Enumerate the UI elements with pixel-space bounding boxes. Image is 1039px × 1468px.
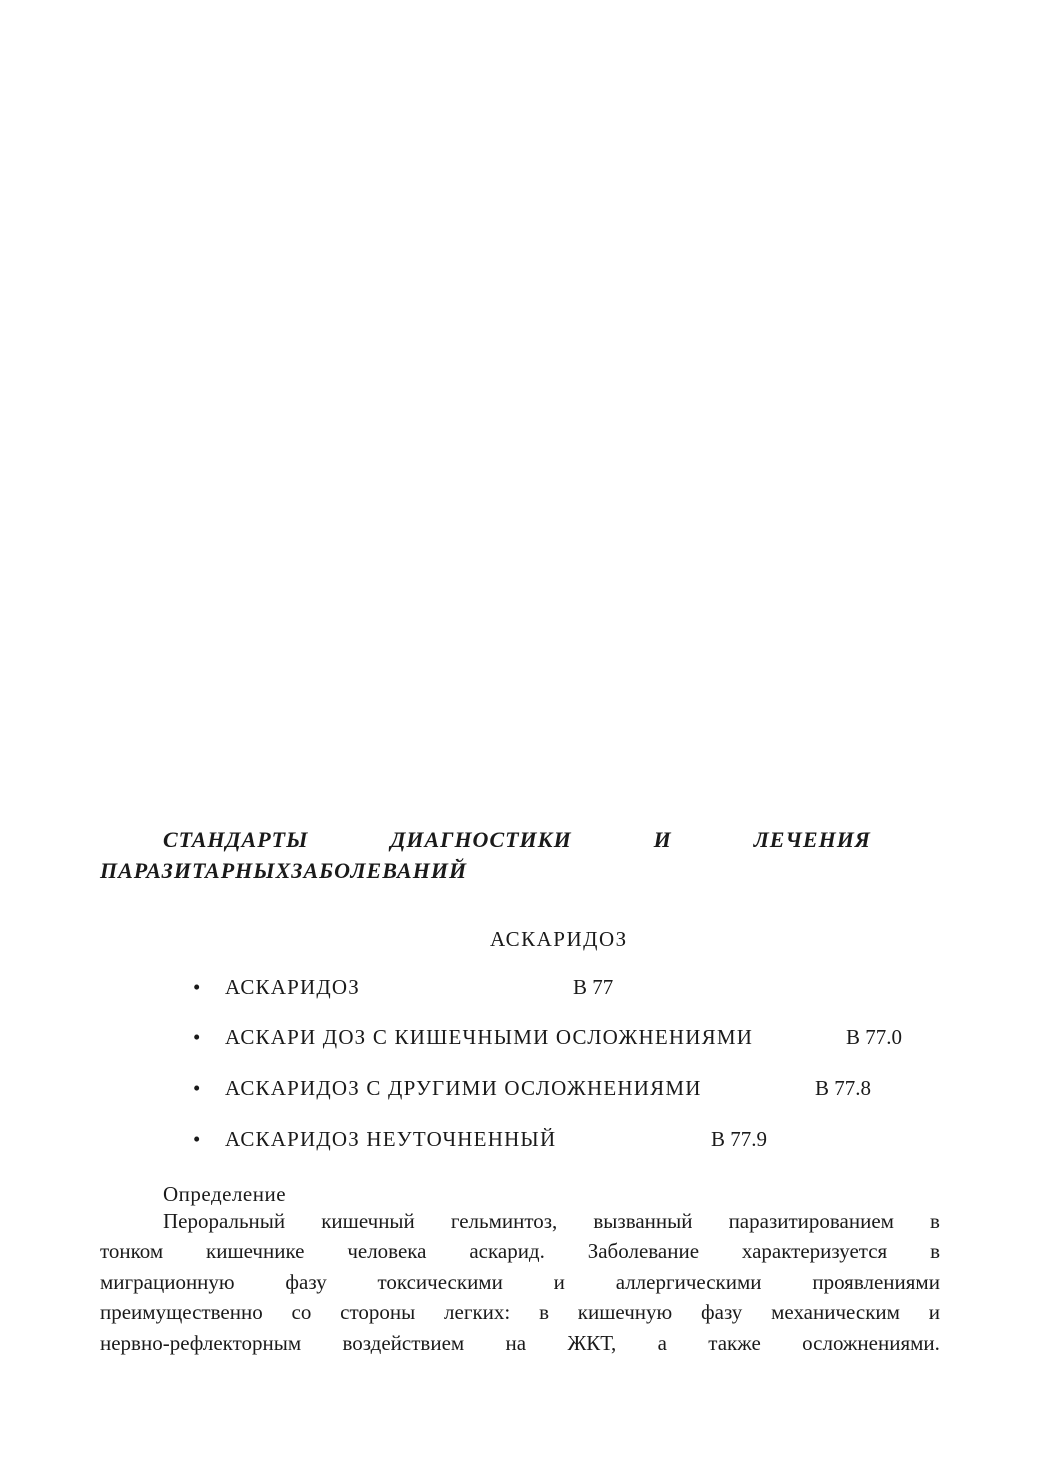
paragraph-word: гельминтоз, [450,1209,558,1233]
paragraph-word: аллергическими [615,1270,762,1294]
paragraph-word: токсическими [377,1270,503,1294]
paragraph-word: механическим [771,1300,900,1324]
diagnosis-name: АСКАРИ ДОЗ С КИШЕЧНЫМИ ОСЛОЖНЕНИЯМИ [225,1025,754,1049]
bullet-icon: • [193,1076,202,1100]
diagnosis-code: В 77.8 [815,1076,872,1100]
paragraph-word: фазу [285,1270,327,1294]
paragraph-word: вызванный [593,1209,693,1233]
bullet-icon: • [193,1127,202,1151]
paragraph-word: в [930,1209,940,1233]
title-word: И [653,827,672,852]
paragraph-word: фазу [701,1300,743,1324]
diagnosis-name: АСКАРИДОЗ НЕУТОЧНЕННЫЙ [225,1127,557,1151]
section-heading: АСКАРИДОЗ [490,927,628,951]
paragraph-word: кишечный [321,1209,415,1233]
paragraph-word: воздействием [342,1331,465,1355]
paragraph-word: стороны [340,1300,416,1324]
diagnosis-code: В 77.9 [711,1127,768,1151]
diagnosis-list-item [193,1074,872,1102]
paragraph-word: ЖКТ, [567,1331,617,1355]
paragraph-word: на [505,1331,527,1355]
paragraph-word: Пероральный [163,1209,286,1233]
paragraph-word: кишечную [577,1300,673,1324]
paragraph-word: преимущественно [100,1300,263,1324]
title-word: ДИАГНОСТИКИ [390,827,572,852]
diagnosis-code: В 77 [573,975,614,999]
document-title-line-1 [163,826,871,854]
paragraph-word: паразитированием [728,1209,894,1233]
definition-label: Определение [163,1182,287,1206]
paragraph-word: легких: [444,1300,511,1324]
definition-paragraph-line [100,1268,940,1296]
paragraph-word: и [928,1300,940,1324]
diagnosis-list-item [193,973,614,1001]
diagnosis-name: АСКАРИДОЗ С ДРУГИМИ ОСЛОЖНЕНИЯМИ [225,1076,702,1100]
title-word: СТАНДАРТЫ [163,827,309,852]
diagnosis-list-item [193,1023,903,1051]
document-title-line-2: ПАРАЗИТАРНЫХЗАБОЛЕВАНИЙ [100,858,468,883]
diagnosis-code: В 77.0 [846,1025,903,1049]
paragraph-word: человека [347,1239,427,1263]
diagnosis-name: АСКАРИДОЗ [225,975,360,999]
paragraph-word: кишечнике [206,1239,305,1263]
definition-paragraph-line [100,1329,940,1357]
bullet-icon: • [193,1025,202,1049]
bullet-icon: • [193,975,202,999]
definition-paragraph-line [100,1298,940,1326]
paragraph-word: в [930,1239,940,1263]
paragraph-word: в [539,1300,549,1324]
definition-paragraph-line [100,1237,940,1265]
paragraph-word: характеризуется [741,1239,888,1263]
paragraph-word: Заболевание [587,1239,700,1263]
paragraph-word: аскарид. [469,1239,545,1263]
paragraph-word: а [657,1331,667,1355]
paragraph-word: со [291,1300,312,1324]
paragraph-word: и [553,1270,565,1294]
paragraph-word: проявлениями [812,1270,940,1294]
paragraph-word: миграционную [100,1270,235,1294]
definition-paragraph-line [163,1207,940,1235]
paragraph-word: также [708,1331,761,1355]
paragraph-word: нервно-рефлекторным [100,1331,302,1355]
title-word: ЛЕЧЕНИЯ [753,827,871,852]
paragraph-word: осложнениями. [802,1331,940,1355]
paragraph-word: тонком [100,1239,164,1263]
diagnosis-list-item [193,1125,768,1153]
